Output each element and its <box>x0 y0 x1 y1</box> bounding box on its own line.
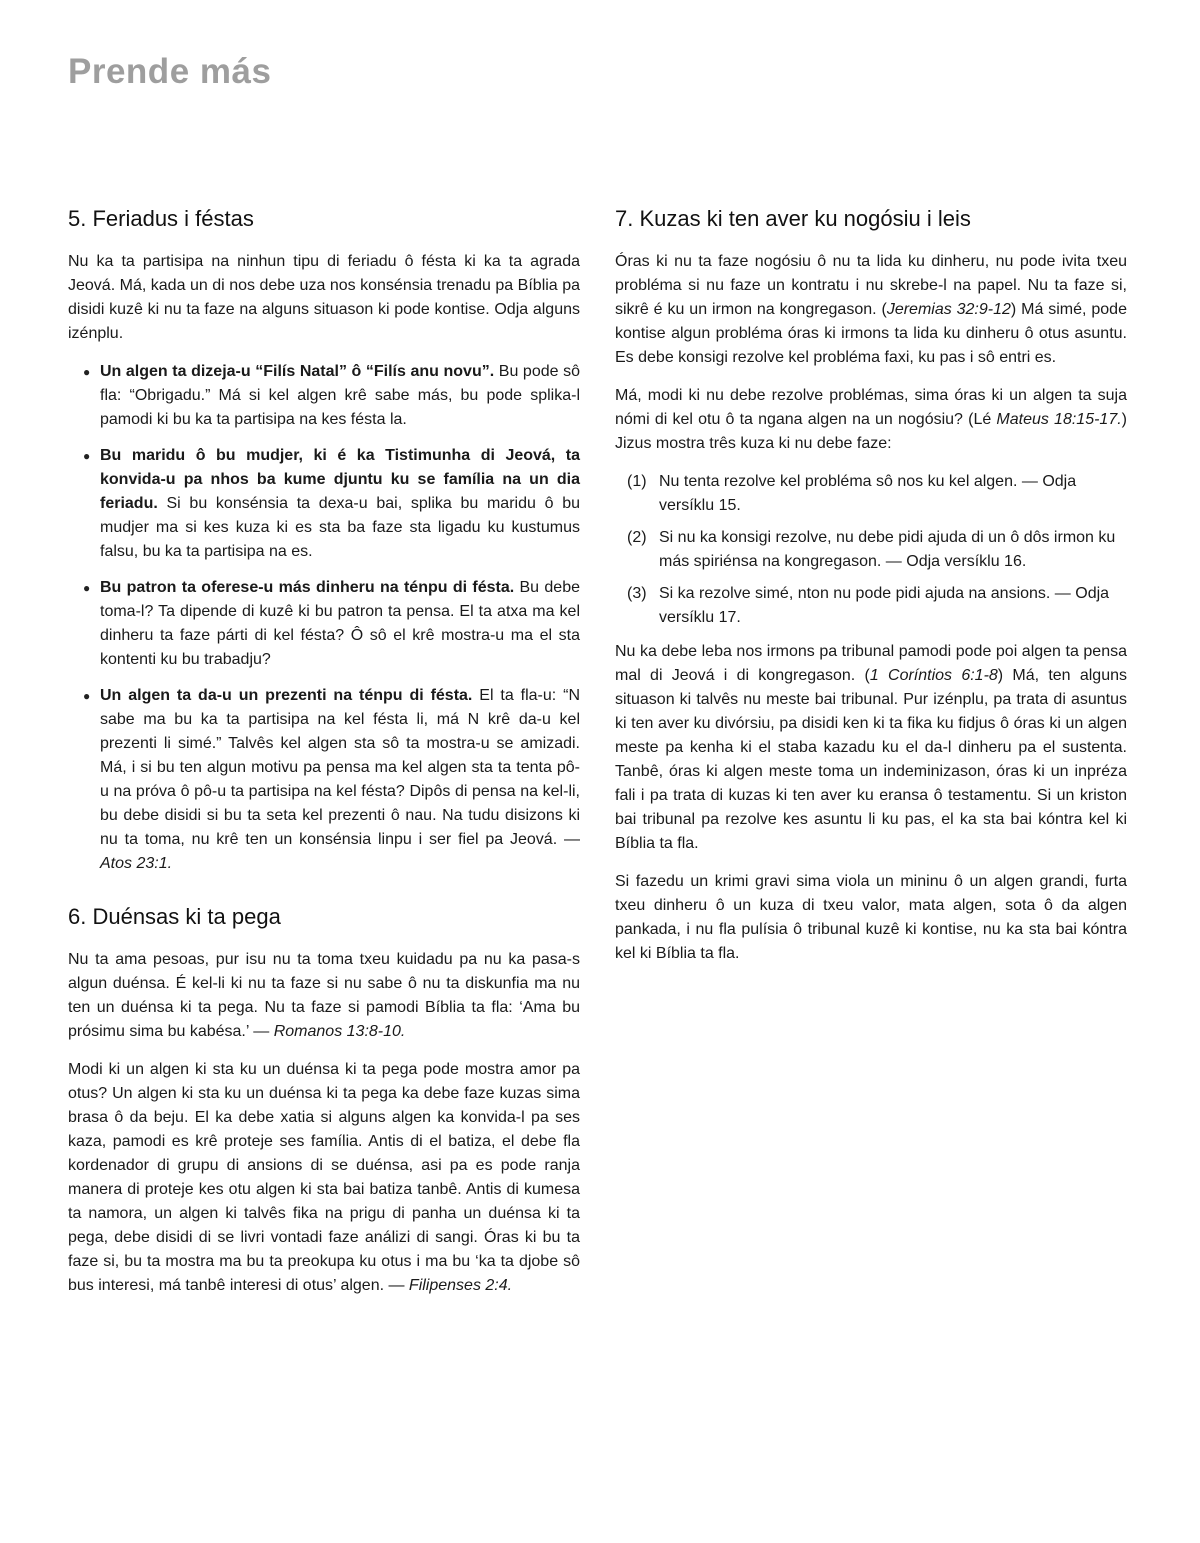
list-item <box>627 470 1127 518</box>
bullet-lead: Bu patron ta oferese-u más dinheru na ténpu di fésta. <box>100 579 515 596</box>
section-6 <box>68 898 580 1298</box>
list-item <box>627 582 1127 630</box>
list-item <box>100 576 580 672</box>
section-5-bullet-list <box>68 360 580 876</box>
section-5-heading: 5. Feriadus i féstas <box>68 206 254 231</box>
paragraph-text: Óras ki nu ta faze nogósiu ô nu ta lida ku dinheru, nu pode ivita txeu probléma si nu faze un kontratu i nu skrebe-l na papel. Nu ta faze si, sikrê é ku un irmon na kongregason. ( <box>615 253 1127 318</box>
section-7-paragraph-2 <box>615 384 1127 456</box>
scripture-ref: Mateus 18:15-17. <box>996 411 1122 428</box>
section-5-intro: Nu ka ta partisipa na ninhun tipu di feriadu ô fésta ki ka ta agrada Jeová. Má, kada un di nos debe uza nos konsénsia trenadu pa Bíblia pa disidi kuzê ki nu ta faze na alguns situason ki pode kontise. Odja alguns izénplu. <box>68 253 580 342</box>
paragraph-text: ) Má simé, pode kontise algun probléma óras ki irmons ta lida ku dinheru ô otus asuntu. Es debe konsigi rezolve kel probléma faxi, ku pas i sô entri es. <box>615 301 1127 366</box>
section-7-paragraph-3 <box>615 640 1127 856</box>
bullet-text: Bu pode sô fla: “Obrigadu.” Má si kel algen krê sabe más, bu pode splika-l pamodi ki bu ka ta partisipa na kes fésta la. <box>100 363 581 428</box>
paragraph-text: Má, modi ki nu debe rezolve problémas, sima óras ki un algen ta suja nómi di kel otu ô ta ngana algen na un nogósiu? (Lé <box>615 387 1127 428</box>
section-7-paragraph-4: Si fazedu un krimi gravi sima viola un mininu ô un algen grandi, furta txeu dinheru ô un kuza di txeu valor, mata algen, sota ô da algen pankada, i nu fla pulísia ô tribunal kuzê ki kontise, nu ka sta bai kóntra kel ki Bíblia ta fla. <box>615 873 1127 962</box>
left-column <box>68 200 580 1312</box>
bullet-text: El ta fla-u: “N sabe ma bu ka ta partisipa na kel fésta li, má N krê da-u kel prezenti li simé.” Talvês kel algen sta sô ta mostra-u se amizadi. Má, i si bu ten algun motivu pa pensa ma kel algen sta ta tenta pô-u na próva ô pô-u ta partisipa na kel fésta? Dipôs di pensa na kel-li, bu debe disidi si bu ta seta kel prezenti ô nau. Na tudu disizons ki nu ta toma, nu krê ten un konsénsia linpu i ser fiel pa Jeová. — <box>100 687 581 848</box>
step-text: Si nu ka konsigi rezolve, nu debe pidi ajuda di un ô dôs irmon ku más spiriénsa na kongregason. — Odja versíklu 16. <box>659 529 1116 570</box>
scripture-ref: Jeremias 32:9-12 <box>886 301 1011 318</box>
scripture-ref: Atos 23:1. <box>100 855 173 872</box>
bullet-lead: Un algen ta da-u un prezenti na ténpu di fésta. <box>100 687 473 704</box>
step-number: (1) <box>627 473 647 490</box>
section-5 <box>68 200 580 876</box>
scripture-ref: 1 Coríntios 6:1-8 <box>869 667 998 684</box>
section-7 <box>615 200 1127 966</box>
bullet-text: Bu debe toma-l? Ta dipende di kuzê ki bu patron ta pensa. El ta atxa ma kel dinheru ta faze párti di kel fésta? Ô sô el krê mostra-u ma el sta kontenti ku bu trabadju? <box>100 579 580 668</box>
paragraph-text: Nu ta ama pesoas, pur isu nu ta toma txeu kuidadu pa nu ka pasa-s algun duénsa. É kel-li ki nu ta faze si nu sabe ô nu ta diskunfia ma nu ten un duénsa ki ta pega. Nu ta faze si pamodi Bíblia ta fla: ‘Ama bu prósimu sima bu kabésa.’ — <box>68 951 580 1040</box>
section-6-paragraph-2 <box>68 1058 580 1298</box>
step-number: (3) <box>627 585 647 602</box>
list-item <box>100 444 580 564</box>
right-column <box>615 200 1127 980</box>
list-item <box>100 360 580 432</box>
step-number: (2) <box>627 529 647 546</box>
paragraph-text: Modi ki un algen ki sta ku un duénsa ki ta pega pode mostra amor pa otus? Un algen ki sta ku un duénsa ki ta pega ka debe faze kuzas sima brasa ô da beju. El ka debe xatia si alguns algen ka konvida-l pa ses kaza, pamodi es krê proteje ses família. Antis di el batiza, el debe fla kordenador di grupu di ansions di se duénsa, asi pa es pode ranja manera di proteje kes otu algen ki sta bai batiza tanbê. Antis di kumesa ta namora, un algen ki talvês fika na prigu di panha un duénsa ki ta pega, debe disidi di se livri vontadi faze análizi di sangi. Óras ki bu ta faze si, bu ta mostra ma bu ta preokupa ku otus i ma bu ‘ka ta djobe sô bus interesi, má tanbê interesi di otus’ algen. — <box>68 1061 580 1294</box>
scripture-ref: Filipenses 2:4. <box>408 1277 513 1294</box>
list-item <box>627 526 1127 574</box>
step-text: Nu tenta rezolve kel probléma sô nos ku kel algen. — Odja versíklu 15. <box>659 473 1077 514</box>
step-text: Si ka rezolve simé, nton nu pode pidi ajuda na ansions. — Odja versíklu 17. <box>659 585 1110 626</box>
page-title: Prende más <box>68 52 272 91</box>
bullet-lead: Bu maridu ô bu mudjer, ki é ka Tistimunha di Jeová, ta konvida-u pa nhos ba kume djuntu ku se família na un dia feriadu. <box>100 447 580 512</box>
section-7-heading: 7. Kuzas ki ten aver ku nogósiu i leis <box>615 206 971 231</box>
section-7-paragraph-1 <box>615 250 1127 370</box>
section-7-steps <box>615 470 1127 630</box>
paragraph-text: ) Jizus mostra três kuza ki nu debe faze: <box>615 411 1127 452</box>
list-item <box>100 684 580 876</box>
section-6-heading: 6. Duénsas ki ta pega <box>68 904 281 929</box>
bullet-lead: Un algen ta dizeja-u “Filís Natal” ô “Filís anu novu”. <box>100 363 495 380</box>
bullet-text: Si bu konsénsia ta dexa-u bai, splika bu maridu ô bu mudjer ma si kes kuza ki es sta ba faze sta ligadu ku kustumus falsu, bu ka ta partisipa na es. <box>100 495 580 560</box>
paragraph-text: ) Má, ten alguns situason ki talvês nu meste bai tribunal. Pur izénplu, pa trata di asuntus ki ten aver ku divórsiu, pa disidi ken ki ta fika ku fidjus ô óras ki un algen meste pa kenha ki el staba kazadu ku el da-l dinheru pa el sustenta. Tanbê, óras ki algen meste toma un indeminizason, óras ki un inpréza fali i pa trata di kuzas ki ten aver ku eransa ô testamentu. Si un kriston bai tribunal pa rezolve kes asuntu li ku pas, el ka sta bai kóntra kel ki Bíblia ta fla. <box>615 667 1127 852</box>
scripture-ref: Romanos 13:8-10. <box>273 1023 406 1040</box>
paragraph-text: Nu ka debe leba nos irmons pa tribunal pamodi pode poi algen ta pensa mal di Jeová i di kongregason. ( <box>615 643 1127 684</box>
section-6-paragraph-1 <box>68 948 580 1044</box>
